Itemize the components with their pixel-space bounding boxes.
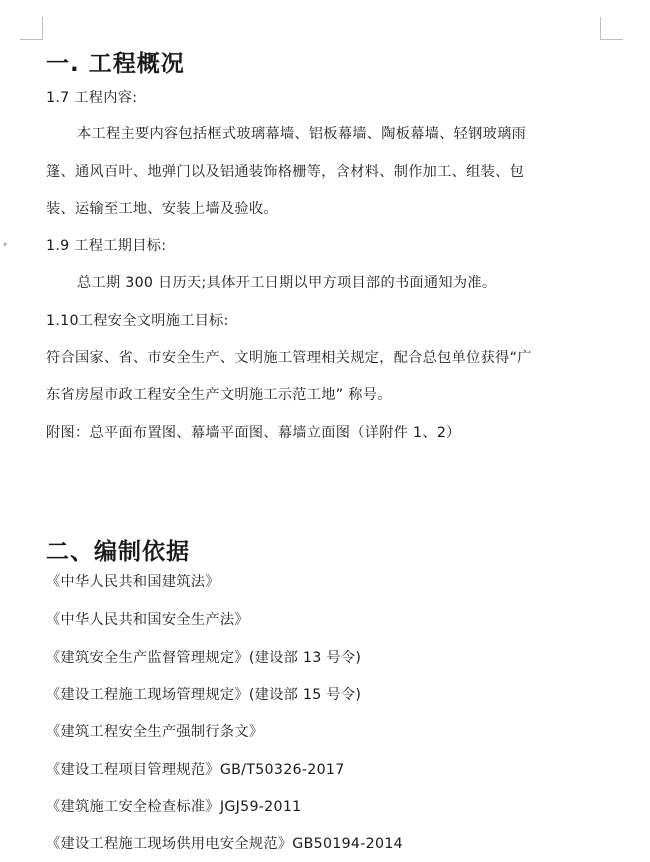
reference-item: 《中华人民共和国建筑法》 bbox=[46, 574, 220, 590]
subsection-title-1-10: 1.10工程安全文明施工目标: bbox=[46, 313, 229, 329]
paragraph-line: 篷、通风百叶、地弹门以及铝通装饰格栅等，含材料、制作加工、组装、包 bbox=[46, 164, 525, 180]
reference-item: 《建设工程项目管理规范》GB/T50326-2017 bbox=[46, 762, 345, 778]
paragraph-collapse-icon: ▾ bbox=[3, 240, 8, 249]
section-heading-overview: 一. 工程概况 bbox=[46, 51, 185, 77]
reference-item: 《建筑安全生产监督管理规定》(建设部 13 号令) bbox=[46, 650, 362, 666]
paragraph-line: 符合国家、省、市安全生产、文明施工管理相关规定，配合总包单位获得“广 bbox=[46, 350, 532, 366]
page-corner-mark-top-left bbox=[20, 17, 43, 40]
paragraph-line: 总工期 300 日历天;具体开工日期以甲方项目部的书面通知为准。 bbox=[77, 275, 497, 291]
reference-item: 《建设工程施工现场管理规定》(建设部 15 号令) bbox=[46, 687, 362, 703]
paragraph-line: 装、运输至工地、安装上墙及验收。 bbox=[46, 201, 278, 217]
section-heading-basis: 二、编制依据 bbox=[46, 539, 190, 565]
attachment-note: 附图：总平面布置图、幕墙平面图、幕墙立面图（详附件 1、2） bbox=[46, 425, 461, 441]
reference-item: 《建筑工程安全生产强制行条文》 bbox=[46, 724, 264, 740]
reference-item: 《建设工程施工现场供用电安全规范》GB50194-2014 bbox=[46, 836, 403, 852]
reference-item: 《中华人民共和国安全生产法》 bbox=[46, 612, 249, 628]
page-corner-mark-top-right bbox=[600, 17, 623, 40]
subsection-title-1-9: 1.9 工程工期目标: bbox=[46, 238, 167, 254]
paragraph-line: 东省房屋市政工程安全生产文明施工示范工地” 称号。 bbox=[46, 387, 392, 403]
paragraph-line: 本工程主要内容包括框式玻璃幕墙、铝板幕墙、陶板幕墙、轻钢玻璃雨 bbox=[77, 126, 527, 142]
subsection-title-1-7: 1.7 工程内容: bbox=[46, 90, 138, 106]
reference-item: 《建筑施工安全检查标准》JGJ59-2011 bbox=[46, 799, 302, 815]
